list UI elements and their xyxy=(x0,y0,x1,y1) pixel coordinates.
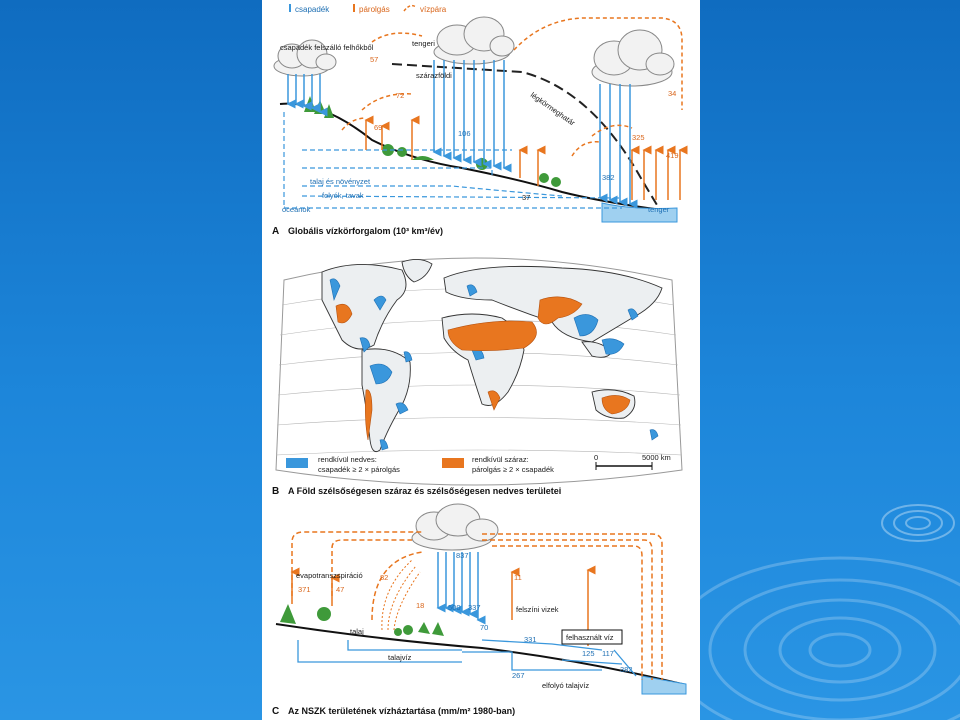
legend-dry-swatch xyxy=(442,458,464,468)
value-82: 82 xyxy=(380,573,389,582)
panel-a xyxy=(272,4,682,237)
panel-a-caption: Globális vízkörforgalom (10³ km³/év) xyxy=(288,226,444,236)
panel-b xyxy=(272,258,682,497)
value-382-a: 382 xyxy=(602,173,615,182)
groundwater-flows-c xyxy=(298,640,636,676)
legend-dry-line1: rendkívül száraz: xyxy=(472,455,529,464)
panel-c xyxy=(272,504,686,717)
legend-wet-line2: csapadék ≥ 2 × párolgás xyxy=(318,465,400,474)
panel-c-water xyxy=(642,676,686,694)
scale-end: 5000 km xyxy=(642,453,671,462)
value-125: 125 xyxy=(582,649,595,658)
legend-wet-swatch xyxy=(286,458,308,468)
value-371: 371 xyxy=(298,585,311,594)
panel-a-caption-letter: A xyxy=(272,226,280,237)
panel-b-caption-letter: B xyxy=(272,486,280,497)
label-folyok: folyók, tavak xyxy=(322,191,364,200)
cloud-c xyxy=(412,504,498,550)
panel-a-legend xyxy=(290,4,447,14)
panel-b-caption: A Föld szélsőségesen száraz és szélsőségesen nedves területei xyxy=(288,486,562,496)
value-18: 18 xyxy=(416,601,425,610)
label-talaj-c: talaj xyxy=(350,627,364,636)
label-szarazfoldi: szárazföldi xyxy=(416,71,452,80)
value-117: 117 xyxy=(602,649,614,658)
world-map xyxy=(276,258,682,485)
label-talajviz: talajvíz xyxy=(388,653,412,662)
evapotranspiration-dotted xyxy=(382,560,420,630)
label-felhasznalt: felhasznált víz xyxy=(566,633,614,642)
label-felszini: felszíni vizek xyxy=(516,605,559,614)
value-57: 57 xyxy=(370,55,379,64)
scale-zero: 0 xyxy=(594,453,599,462)
label-talaj: talaj és növényzet xyxy=(310,177,371,186)
legend-evap: párolgás xyxy=(359,5,390,14)
label-tengeri: tengeri xyxy=(412,39,435,48)
value-500: 500 xyxy=(448,603,461,612)
label-legkormeghatar: légkörmeghatár xyxy=(528,90,577,128)
legend-wet-line1: rendkívül nedves: xyxy=(318,455,377,464)
panel-c-caption-letter: C xyxy=(272,706,280,717)
value-419: 419 xyxy=(666,151,679,160)
panel-c-labels xyxy=(296,551,633,690)
cloud-center xyxy=(434,17,514,64)
cloud-right xyxy=(592,30,674,86)
value-69: 69 xyxy=(374,123,383,132)
legend-vapor: vízpára xyxy=(420,5,447,14)
value-331: 331 xyxy=(524,635,537,644)
value-47: 47 xyxy=(336,585,345,594)
label-evapo: evapotranszspiráció xyxy=(296,571,363,580)
label-elfolyo: elfolyó talajvíz xyxy=(542,681,590,690)
value-70: 70 xyxy=(480,623,489,632)
value-11: 11 xyxy=(514,573,522,582)
water-cycle-figure xyxy=(262,0,700,720)
legend-dry-line2: párolgás ≥ 2 × csapadék xyxy=(472,465,554,474)
value-837: 837 xyxy=(456,551,469,560)
value-267: 267 xyxy=(512,671,525,680)
value-382-c: 382 xyxy=(620,665,633,674)
ripple-decoration-large xyxy=(670,558,960,720)
legend-precip: csapadék xyxy=(295,5,330,14)
value-34: 34 xyxy=(668,89,677,98)
label-oceanok: óceánok xyxy=(282,205,311,214)
value-72: 72 xyxy=(396,91,405,100)
value-37: 37 xyxy=(522,193,531,202)
value-106: 106 xyxy=(458,129,471,138)
value-325: 325 xyxy=(632,133,645,142)
panel-c-caption: Az NSZK területének vízháztartása (mm/m² 1980-ban) xyxy=(288,706,516,716)
label-cloud-left: csapadék felszálló felhőkből xyxy=(280,43,374,52)
ripple-decoration-small xyxy=(882,505,954,541)
value-337: 337 xyxy=(468,603,481,612)
label-tenger: tenger xyxy=(648,205,670,214)
